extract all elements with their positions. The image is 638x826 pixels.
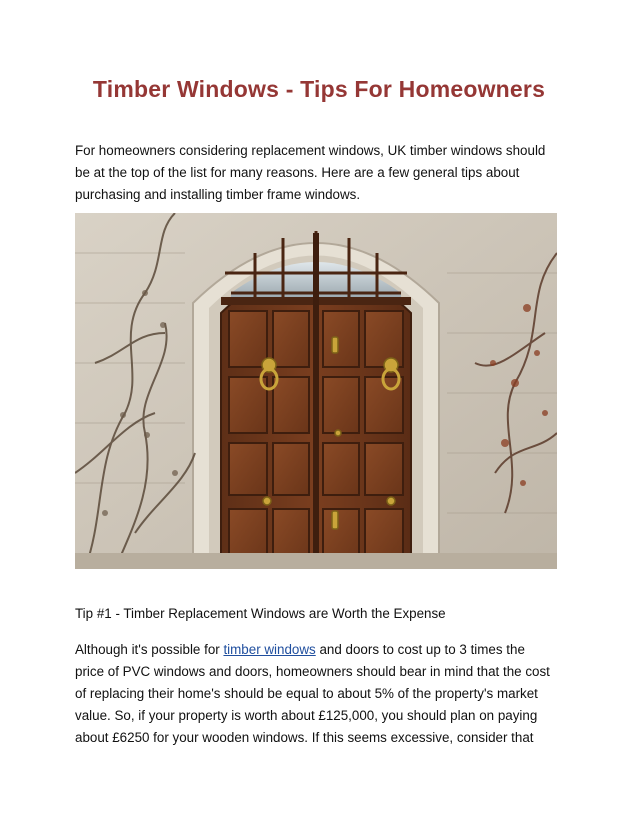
tip1-line: about £6250 for your wooden windows. If this seems excessive, consider that: [75, 730, 534, 745]
intro-line: be at the top of the list for many reasons. Here are a few general tips about: [75, 165, 520, 180]
page-title: Timber Windows - Tips For Homeowners: [92, 76, 546, 102]
timber-windows-link[interactable]: timber windows: [223, 642, 316, 657]
tip1-line-with-link: [75, 639, 565, 661]
tip1-text-after-link: and doors to cost up to 3 times the: [315, 642, 525, 657]
wooden-double-door-photo-icon: [75, 213, 557, 569]
tip1-line: of replacing their home's should be equal to about 5% of the property's market: [75, 686, 538, 701]
tip1-paragraph: [75, 639, 565, 749]
door-illustration: [75, 213, 557, 569]
intro-line: purchasing and installing timber frame windows.: [75, 187, 361, 202]
tip-heading: Tip #1 - Timber Replacement Windows are Worth the Expense: [75, 606, 446, 621]
intro-line: For homeowners considering replacement windows, UK timber windows should: [75, 143, 546, 158]
tip1-line: value. So, if your property is worth about £125,000, you should plan on paying: [75, 708, 538, 723]
intro-paragraph: [75, 140, 565, 206]
tip1-line: price of PVC windows and doors, homeowners should bear in mind that the cost: [75, 664, 550, 679]
tip1-text-before-link: Although it's possible for: [75, 642, 224, 657]
